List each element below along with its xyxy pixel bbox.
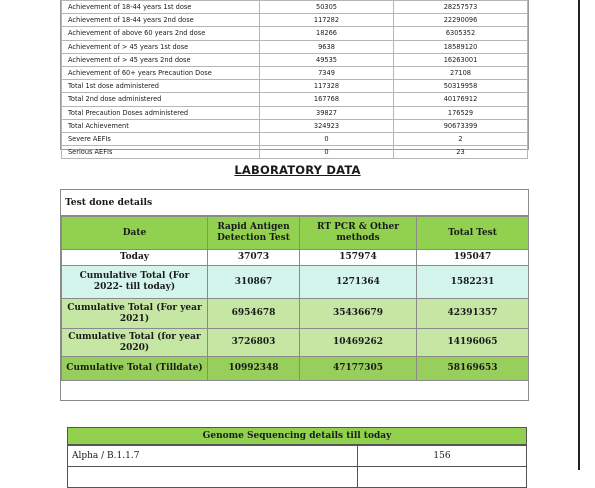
row-label: Achievement of 18-44 years 1st dose	[62, 1, 260, 14]
section-heading: LABORATORY DATA	[234, 163, 361, 177]
cumulative-value: 27108	[394, 66, 528, 79]
today-value: 18266	[260, 27, 394, 40]
row-label: Serious AEFIs	[62, 146, 260, 159]
today-value: 0	[260, 132, 394, 145]
variant-label: Alpha / B.1.1.7	[68, 446, 358, 467]
table-row	[62, 40, 528, 53]
today-value: 9638	[260, 40, 394, 53]
rtpcr-value: 35436679	[300, 299, 417, 329]
total-value: 14196065	[417, 329, 529, 357]
today-value: 0	[260, 146, 394, 159]
table-header-row	[62, 217, 529, 250]
cumulative-value: 40176912	[394, 93, 528, 106]
row-label: Total 2nd dose administered	[62, 93, 260, 106]
table-row	[62, 266, 529, 299]
rtpcr-value: 1271364	[300, 266, 417, 299]
total-value: 1582231	[417, 266, 529, 299]
row-label: Achievement of > 45 years 1st dose	[62, 40, 260, 53]
rapid-value: 3726803	[208, 329, 300, 357]
row-label: Achievement of 60+ years Precaution Dose	[62, 66, 260, 79]
cumulative-value: 28257573	[394, 1, 528, 14]
table-row	[68, 446, 527, 467]
cumulative-value: 16263001	[394, 53, 528, 66]
table-row	[62, 357, 529, 381]
row-label: Achievement of 18-44 years 2nd dose	[62, 14, 260, 27]
table-row	[62, 14, 528, 27]
laboratory-table	[60, 189, 529, 401]
cumulative-value: 2	[394, 132, 528, 145]
table-row	[62, 119, 528, 132]
today-value: 167768	[260, 93, 394, 106]
row-label: Cumulative Total (For 2022- till today)	[62, 266, 208, 299]
column-header-rapid-antigen: Rapid Antigen Detection Test	[208, 217, 300, 250]
total-value: 195047	[417, 250, 529, 266]
page-border	[578, 0, 580, 470]
cumulative-value: 6305352	[394, 27, 528, 40]
column-header-total-test: Total Test	[417, 217, 529, 250]
table-title: Genome Sequencing details till today	[67, 427, 527, 445]
genome-sequencing-table	[67, 427, 527, 488]
table-row	[62, 53, 528, 66]
table-row	[62, 80, 528, 93]
row-label: Severe AEFIs	[62, 132, 260, 145]
vaccination-table	[60, 0, 529, 157]
today-value: 50305	[260, 1, 394, 14]
table-row	[62, 299, 529, 329]
table-row	[62, 1, 528, 14]
column-header-rt-pcr: RT PCR & Other methods	[300, 217, 417, 250]
today-value: 49535	[260, 53, 394, 66]
table-title: Test done details	[61, 190, 528, 216]
row-label: Cumulative Total (for year 2020)	[62, 329, 208, 357]
row-label: Cumulative Total (For year 2021)	[62, 299, 208, 329]
row-label: Achievement of above 60 years 2nd dose	[62, 27, 260, 40]
today-value: 7349	[260, 66, 394, 79]
rapid-value: 10992348	[208, 357, 300, 381]
row-label: Total 1st dose administered	[62, 80, 260, 93]
table-row	[62, 93, 528, 106]
rtpcr-value: 47177305	[300, 357, 417, 381]
row-label: Achievement of > 45 years 2nd dose	[62, 53, 260, 66]
cumulative-value: 90673399	[394, 119, 528, 132]
column-header-date: Date	[62, 217, 208, 250]
cumulative-value: 23	[394, 146, 528, 159]
cumulative-value: 176529	[394, 106, 528, 119]
row-label: Total Achievement	[62, 119, 260, 132]
today-value: 324923	[260, 119, 394, 132]
table-row	[62, 27, 528, 40]
row-label: Today	[62, 250, 208, 266]
rtpcr-value: 10469262	[300, 329, 417, 357]
cumulative-value: 22290096	[394, 14, 528, 27]
rapid-value: 310867	[208, 266, 300, 299]
table-row	[62, 106, 528, 119]
table-row	[62, 250, 529, 266]
row-label: Total Precaution Doses administered	[62, 106, 260, 119]
table-row	[62, 329, 529, 357]
rapid-value: 37073	[208, 250, 300, 266]
variant-count: 156	[358, 446, 527, 467]
rtpcr-value: 157974	[300, 250, 417, 266]
today-value: 117282	[260, 14, 394, 27]
table-row	[62, 132, 528, 145]
cumulative-value: 50319958	[394, 80, 528, 93]
rapid-value: 6954678	[208, 299, 300, 329]
cumulative-value: 18589120	[394, 40, 528, 53]
total-value: 58169653	[417, 357, 529, 381]
total-value: 42391357	[417, 299, 529, 329]
today-value: 117328	[260, 80, 394, 93]
table-row	[62, 66, 528, 79]
today-value: 39827	[260, 106, 394, 119]
table-row	[62, 146, 528, 159]
row-label: Cumulative Total (Tilldate)	[62, 357, 208, 381]
